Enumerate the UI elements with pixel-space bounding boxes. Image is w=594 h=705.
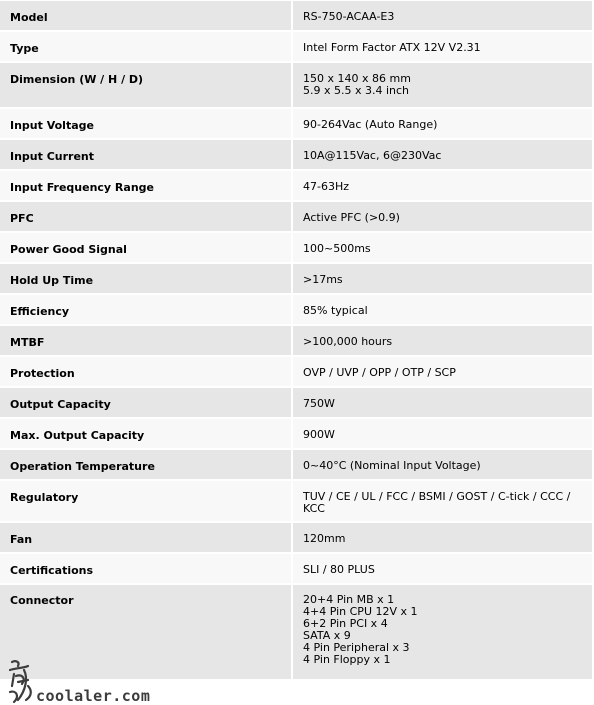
spec-value bbox=[293, 264, 592, 293]
spec-row bbox=[0, 419, 592, 450]
spec-value-line: SATA x 9 bbox=[303, 629, 351, 642]
spec-value bbox=[293, 481, 592, 521]
spec-label: Dimension (W / H / D) bbox=[0, 63, 293, 107]
spec-value bbox=[293, 109, 592, 138]
spec-label: Fan bbox=[0, 523, 293, 552]
spec-row bbox=[0, 140, 592, 171]
spec-value bbox=[293, 171, 592, 200]
spec-value bbox=[293, 295, 592, 324]
spec-label: Efficiency bbox=[0, 295, 293, 324]
spec-value-line: TUV / CE / UL / FCC / BSMI / GOST / C-tick / CCC / KCC bbox=[303, 490, 571, 515]
spec-row bbox=[0, 32, 592, 63]
watermark-logo bbox=[6, 656, 166, 704]
spec-value-line: Intel Form Factor ATX 12V V2.31 bbox=[303, 41, 481, 54]
spec-value bbox=[293, 233, 592, 262]
spec-value bbox=[293, 585, 592, 679]
spec-value bbox=[293, 523, 592, 552]
spec-value-line: Active PFC (>0.9) bbox=[303, 211, 400, 224]
spec-value-line: 0~40°C (Nominal Input Voltage) bbox=[303, 459, 481, 472]
spec-label: Output Capacity bbox=[0, 388, 293, 417]
spec-value bbox=[293, 419, 592, 448]
watermark-text: coolaler.com bbox=[36, 687, 151, 705]
spec-value-line: 120mm bbox=[303, 532, 346, 545]
spec-value-line: SLI / 80 PLUS bbox=[303, 563, 375, 576]
spec-value-line: >17ms bbox=[303, 273, 343, 286]
spec-value-line: 4 Pin Floppy x 1 bbox=[303, 653, 391, 666]
spec-value-line: 4 Pin Peripheral x 3 bbox=[303, 641, 410, 654]
spec-row bbox=[0, 523, 592, 554]
spec-value bbox=[293, 63, 592, 107]
spec-value bbox=[293, 140, 592, 169]
spec-row bbox=[0, 295, 592, 326]
spec-row bbox=[0, 109, 592, 140]
spec-value-line: 20+4 Pin MB x 1 bbox=[303, 593, 395, 606]
spec-label: Input Frequency Range bbox=[0, 171, 293, 200]
spec-value bbox=[293, 1, 592, 30]
spec-value-line: 6+2 Pin PCI x 4 bbox=[303, 617, 388, 630]
spec-row bbox=[0, 233, 592, 264]
spec-row bbox=[0, 450, 592, 481]
spec-label: Connector bbox=[0, 585, 293, 679]
spec-row bbox=[0, 63, 592, 109]
spec-label: Input Voltage bbox=[0, 109, 293, 138]
spec-label: Type bbox=[0, 32, 293, 61]
spec-row bbox=[0, 202, 592, 233]
spec-value bbox=[293, 357, 592, 386]
spec-label: Regulatory bbox=[0, 481, 293, 521]
calligraphy-logo-icon bbox=[6, 656, 38, 704]
spec-label: Protection bbox=[0, 357, 293, 386]
spec-value-line: 900W bbox=[303, 428, 335, 441]
spec-value-line: 150 x 140 x 86 mm bbox=[303, 72, 411, 85]
spec-value-line: 10A@115Vac, 6@230Vac bbox=[303, 149, 442, 162]
spec-value bbox=[293, 202, 592, 231]
spec-row bbox=[0, 388, 592, 419]
spec-value-line: OVP / UVP / OPP / OTP / SCP bbox=[303, 366, 456, 379]
spec-label: Max. Output Capacity bbox=[0, 419, 293, 448]
spec-value bbox=[293, 32, 592, 61]
spec-value-line: 750W bbox=[303, 397, 335, 410]
spec-label: Power Good Signal bbox=[0, 233, 293, 262]
spec-label: PFC bbox=[0, 202, 293, 231]
spec-row bbox=[0, 326, 592, 357]
spec-label: MTBF bbox=[0, 326, 293, 355]
spec-label: Hold Up Time bbox=[0, 264, 293, 293]
spec-value-line: 5.9 x 5.5 x 3.4 inch bbox=[303, 84, 410, 97]
spec-value bbox=[293, 326, 592, 355]
spec-label: Operation Temperature bbox=[0, 450, 293, 479]
spec-row bbox=[0, 264, 592, 295]
spec-row bbox=[0, 481, 592, 523]
spec-value-line: 100~500ms bbox=[303, 242, 371, 255]
spec-value-line: >100,000 hours bbox=[303, 335, 393, 348]
spec-value-line: 4+4 Pin CPU 12V x 1 bbox=[303, 605, 418, 618]
spec-value-line: 90-264Vac (Auto Range) bbox=[303, 118, 438, 131]
spec-row bbox=[0, 1, 592, 32]
spec-value-line: 47-63Hz bbox=[303, 180, 350, 193]
spec-value-line: RS-750-ACAA-E3 bbox=[303, 10, 395, 23]
spec-label: Certifications bbox=[0, 554, 293, 583]
spec-label: Model bbox=[0, 1, 293, 30]
spec-label: Input Current bbox=[0, 140, 293, 169]
spec-row bbox=[0, 357, 592, 388]
spec-value bbox=[293, 450, 592, 479]
spec-value bbox=[293, 388, 592, 417]
spec-row bbox=[0, 554, 592, 585]
spec-value bbox=[293, 554, 592, 583]
spec-value-line: 85% typical bbox=[303, 304, 368, 317]
spec-row bbox=[0, 171, 592, 202]
